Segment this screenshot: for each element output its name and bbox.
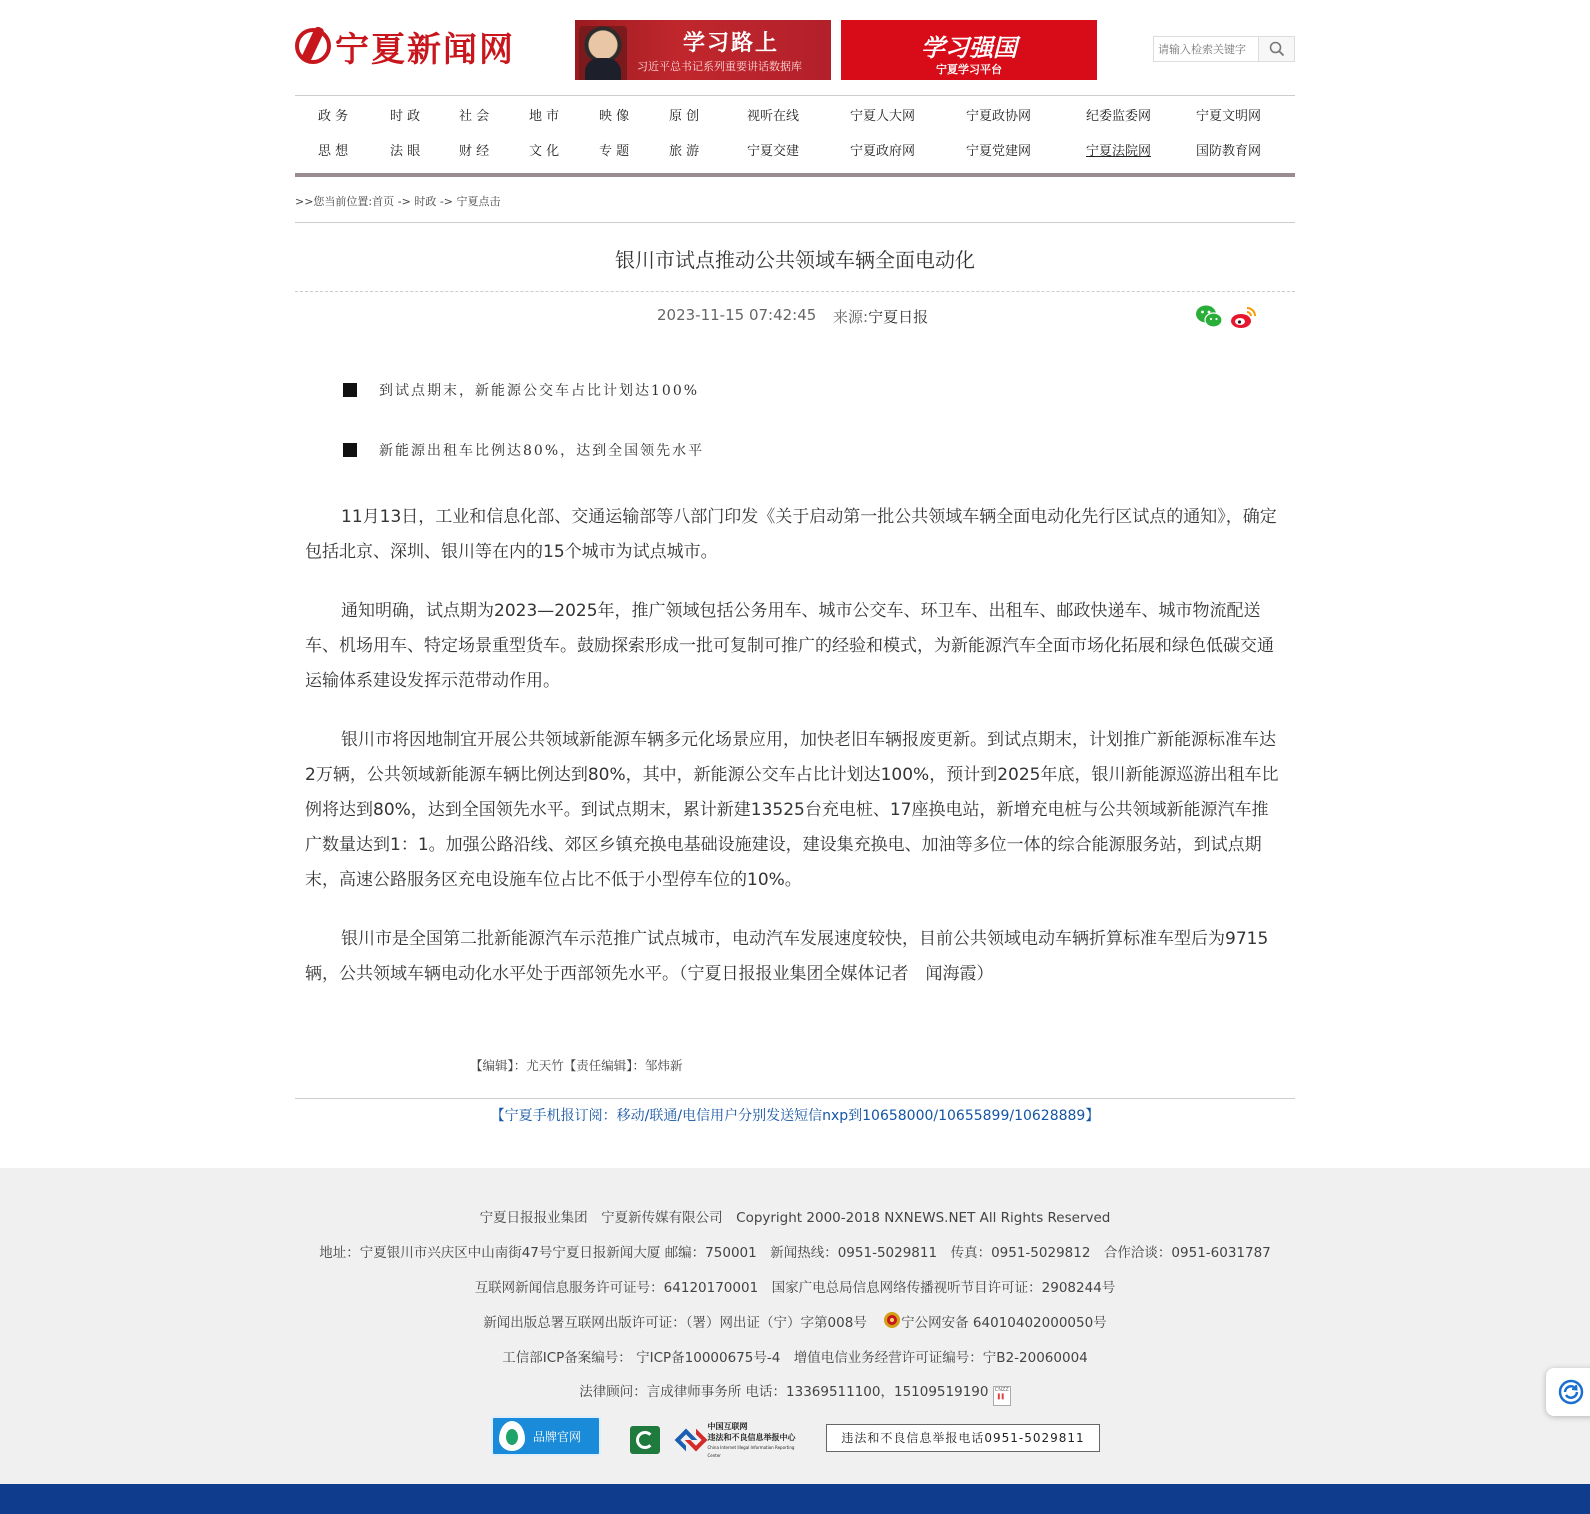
site-footer: [0, 1168, 1590, 1484]
refresh-assistant-icon: [1557, 1378, 1585, 1406]
nav-item-dangjian[interactable]: 宁夏党建网: [966, 144, 1032, 159]
nav-item-jiaojian[interactable]: 宁夏交建: [747, 144, 800, 159]
bullet-text: 新能源出租车比例达80%，达到全国领先水平: [379, 443, 705, 459]
banner-subtitle: 习近平总书记系列重要讲话数据库: [637, 60, 802, 73]
weibo-icon: [1230, 304, 1258, 330]
source-name: 宁夏日报: [868, 308, 929, 326]
police-badge-icon: [883, 1311, 901, 1329]
bottom-bar: [0, 1484, 1590, 1514]
breadcrumb-separator: ->: [436, 195, 457, 208]
report-center-text: [707, 1421, 800, 1459]
green-badge-icon[interactable]: [630, 1426, 660, 1454]
source-label: 来源:: [833, 308, 869, 326]
logo-text: 宁夏新闻网: [335, 29, 515, 70]
bullet-square-icon: [343, 383, 357, 397]
breadcrumb-home[interactable]: 首页: [372, 195, 395, 208]
breadcrumb: [295, 190, 1295, 223]
portrait-image: [579, 26, 627, 80]
logo-icon: [295, 28, 331, 64]
article-body: [305, 380, 1280, 1016]
summary-bullet: [305, 380, 1280, 400]
brand-badge-label: 品牌官网: [533, 1429, 582, 1444]
nav-item-renda[interactable]: 宁夏人大网: [850, 109, 916, 124]
nav-item-shehui[interactable]: 社 会: [459, 109, 490, 124]
nav-item-fayuan[interactable]: 宁夏法院网: [1086, 144, 1152, 159]
article-paragraph: 11月13日，工业和信息化部、交通运输部等八部门印发《关于启动第一批公共领域车辆全面电动化先行区试点的通知》，确定包括北京、深圳、银川等在内的15个城市为试点城市。: [305, 507, 1277, 562]
footer-copyright: 宁夏日报报业集团 宁夏新传媒有限公司 Copyright 2000-2018 NXNEWS.NET All Rights Reserved: [479, 1210, 1111, 1226]
banner-xuexi-qiangguo[interactable]: [841, 20, 1097, 80]
site-logo[interactable]: [295, 22, 515, 70]
breadcrumb-subsection[interactable]: 宁夏点击: [456, 195, 501, 208]
nav-item-guofang[interactable]: 国防教育网: [1196, 144, 1262, 159]
main-nav: [295, 95, 1295, 177]
nav-item-shiting[interactable]: 视听在线: [747, 109, 800, 124]
publish-time: 2023-11-15 07:42:45: [657, 306, 817, 324]
mobile-subscription-link[interactable]: 【宁夏手机报订阅：移动/联通/电信用户分别发送短信nxp到10658000/10655899/10628889】: [295, 1098, 1295, 1131]
cnzz-stat-icon[interactable]: CNZZ ▌▌: [993, 1386, 1011, 1406]
banner-xuexi-lushang[interactable]: [575, 20, 831, 80]
site-header: [295, 18, 1295, 82]
legal-advisor-text: 法律顾问：言成律师事务所 电话：13369511100，15109519190: [579, 1384, 989, 1400]
nav-item-shizheng[interactable]: 时 政: [390, 109, 421, 124]
article-title: 银川市试点推动公共领域车辆全面电动化: [295, 244, 1295, 292]
article-paragraph: 通知明确，试点期为2023—2025年，推广领域包括公务用车、城市公交车、环卫车、出租车、邮政快递车、城市物流配送车、机场用车、特定场景重型货车。鼓励探索形成一批可复制可推广的经验和模式，为新能源汽车全面市场化拓展和绿色低碳交通运输体系建设发挥示范带动作用。: [305, 601, 1274, 691]
nav-item-zhengwu[interactable]: 政 务: [318, 109, 349, 124]
nav-item-zhengfu[interactable]: 宁夏政府网: [850, 144, 916, 159]
nav-item-zhengxie[interactable]: 宁夏政协网: [966, 109, 1032, 124]
report-center-logo-icon: [678, 1428, 703, 1452]
report-center-badge[interactable]: [678, 1422, 800, 1458]
bullet-square-icon: [343, 443, 357, 457]
breadcrumb-section[interactable]: 时政: [414, 195, 437, 208]
police-record-text[interactable]: 宁公网安备 64010402000050号: [901, 1315, 1107, 1331]
search-box: [1153, 36, 1295, 62]
share-wechat[interactable]: [1195, 304, 1223, 332]
footer-license: 互联网新闻信息服务许可证号：64120170001 国家广电总局信息网络传播视听节目许可证：2908244号: [474, 1280, 1116, 1296]
summary-bullet: [305, 440, 1280, 460]
nav-item-lvyou[interactable]: 旅 游: [669, 144, 700, 159]
footer-address: 地址：宁夏银川市兴庆区中山南街47号宁夏日报新闻大厦 邮编：750001 新闻热线：0951-5029811 传真：0951-5029812 合作洽谈：0951-6031787: [319, 1245, 1271, 1261]
publish-license-text: 新闻出版总署互联网出版许可证：（署）网出证（宁）字第008号: [483, 1315, 867, 1331]
banner-title: 学习强国: [921, 33, 1017, 62]
nav-item-sixiang[interactable]: 思 想: [318, 144, 349, 159]
article-source: [833, 306, 928, 327]
search-input[interactable]: [1154, 37, 1258, 61]
banner-subtitle: 宁夏学习平台: [936, 63, 1002, 76]
brand-badge[interactable]: [491, 1416, 601, 1456]
water-drop-icon: [499, 1421, 525, 1451]
nav-item-wenhua[interactable]: 文 化: [529, 144, 560, 159]
search-icon: [1269, 41, 1285, 57]
report-line-1: 中国互联网: [707, 1422, 748, 1431]
report-line-3: China Internet Illegal Information Reporting Center: [707, 1445, 795, 1458]
report-tel-box[interactable]: 违法和不良信息举报电话0951-5029811: [826, 1424, 1100, 1452]
nav-item-wenming[interactable]: 宁夏文明网: [1196, 109, 1262, 124]
report-line-2: 违法和不良信息举报中心: [707, 1433, 796, 1442]
article-meta: [295, 306, 1295, 334]
wechat-icon: [1195, 304, 1223, 330]
nav-item-fayan[interactable]: 法 眼: [390, 144, 421, 159]
banner-title: 学习路上: [683, 31, 780, 56]
breadcrumb-prefix: >>您当前位置:: [295, 195, 373, 208]
bullet-text: 到试点期末，新能源公交车占比计划达100%: [379, 383, 700, 399]
search-button[interactable]: [1258, 37, 1294, 61]
footer-publish-license: [0, 1311, 1590, 1331]
nav-item-yingxiang[interactable]: 映 像: [599, 109, 630, 124]
footer-legal: [0, 1380, 1590, 1406]
nav-item-yuanchuang[interactable]: 原 创: [669, 109, 700, 124]
footer-icp: 工信部ICP备案编号： 宁ICP备10000675号-4 增值电信业务经营许可证编号：宁B2-20060004: [502, 1350, 1088, 1366]
article-editors: 【编辑】：尤天竹【责任编辑】：邹炜新: [470, 1058, 683, 1073]
share-weibo[interactable]: [1230, 304, 1258, 332]
nav-row-2: [295, 140, 1295, 162]
floating-assistant-button[interactable]: [1546, 1368, 1590, 1416]
nav-item-caijing[interactable]: 财 经: [459, 144, 490, 159]
breadcrumb-separator: ->: [394, 195, 415, 208]
nav-row-1: [295, 105, 1295, 127]
nav-item-dishi[interactable]: 地 市: [529, 109, 560, 124]
nav-item-jiwei[interactable]: 纪委监委网: [1086, 109, 1152, 124]
nav-item-zhuanti[interactable]: 专 题: [599, 144, 630, 159]
cnzz-label: CNZZ: [994, 1387, 1009, 1393]
article-paragraph: 银川市将因地制宜开展公共领域新能源车辆多元化场景应用，加快老旧车辆报废更新。到试点期末，计划推广新能源标准车达2万辆，公共领域新能源车辆比例达到80%，其中，新能源公交车占比计划达100%，预计到2025年底，银川新能源巡游出租车比例将达到80%，达到全国领先水平。到试点期末，累计新建13525台充电桩、17座换电站，新增充电桩与公共领域新能源汽车推广数量达到1：1。加强公路沿线、郊区乡镇充换电基础设施建设，建设集充换电、加油等多位一体的综合能源服务站，到试点期末，高速公路服务区充电设施车位占比不低于小型停车位的10%。: [305, 730, 1279, 890]
article-paragraph: 银川市是全国第二批新能源汽车示范推广试点城市，电动汽车发展速度较快，目前公共领域电动车辆折算标准车型后为9715辆，公共领域车辆电动化水平处于西部领先水平。（宁夏日报报业集团全媒体记者 闻海霞）: [305, 929, 1269, 984]
